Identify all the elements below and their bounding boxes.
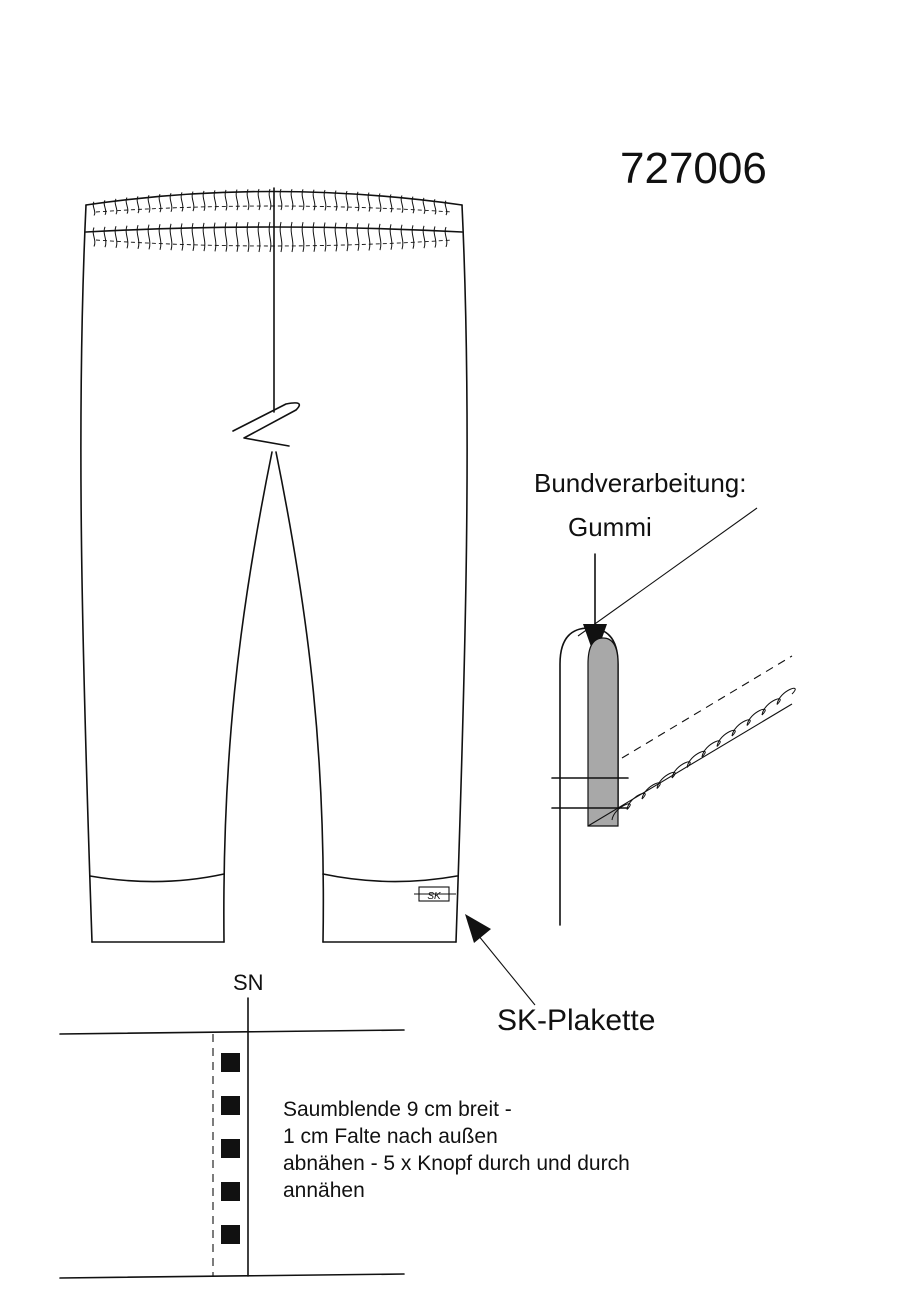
- left-side-seam: [81, 205, 92, 942]
- right-inseam: [276, 452, 323, 942]
- gather-mark: [104, 227, 106, 247]
- gather-mark: [412, 225, 414, 248]
- right-side-seam: [456, 205, 467, 942]
- hem-note-line-1: Saumblende 9 cm breit -: [283, 1098, 512, 1121]
- sk-pointer-arrowhead: [465, 914, 491, 943]
- sk-badge: [414, 887, 456, 902]
- waistband-callout-title: Bundverarbeitung:: [534, 468, 747, 498]
- button-square: [221, 1096, 240, 1115]
- detail-stitch-dashed: [622, 656, 792, 758]
- elastic-strip: [588, 638, 618, 826]
- sk-plakette-callout: [465, 914, 655, 1037]
- hem-bottom-line: [60, 1274, 404, 1278]
- pants-sketch: [81, 188, 467, 942]
- hem-top-line: [60, 1030, 404, 1034]
- gather-mark: [401, 225, 403, 249]
- gather-mark: [434, 226, 436, 247]
- article-number: 727006: [620, 144, 767, 193]
- hem-note-line-3: abnähen - 5 x Knopf durch und durch: [283, 1152, 630, 1175]
- waistband-gathers-row: [93, 189, 447, 215]
- button-column: [221, 1053, 240, 1244]
- hem-note: [283, 1098, 636, 1202]
- gather-mark: [93, 228, 95, 247]
- hem-note-line-4: annähen: [283, 1179, 365, 1202]
- left-hem-band-seam: [90, 874, 224, 882]
- left-inseam: [224, 452, 272, 942]
- gather-mark: [115, 226, 117, 248]
- overlock-edge: [612, 688, 795, 820]
- sk-pointer-line: [478, 935, 535, 1005]
- break-symbol: [233, 403, 299, 446]
- waistband-detail: [534, 468, 795, 925]
- sk-badge-text: SK: [427, 891, 441, 902]
- hem-note-line-2: 1 cm Falte nach außen: [283, 1125, 498, 1148]
- button-square: [221, 1182, 240, 1201]
- gather-mark: [390, 224, 392, 249]
- sk-plakette-label: SK-Plakette: [497, 1004, 656, 1037]
- button-square: [221, 1053, 240, 1072]
- gather-mark: [445, 227, 447, 247]
- gather-mark: [137, 225, 139, 249]
- right-hem-band-seam: [323, 874, 457, 882]
- gather-mark: [423, 226, 425, 248]
- button-square: [221, 1139, 240, 1158]
- waistband-callout-material: Gummi: [568, 512, 652, 542]
- button-square: [221, 1225, 240, 1244]
- seam-label-sn: SN: [233, 970, 264, 995]
- gather-mark: [126, 226, 128, 249]
